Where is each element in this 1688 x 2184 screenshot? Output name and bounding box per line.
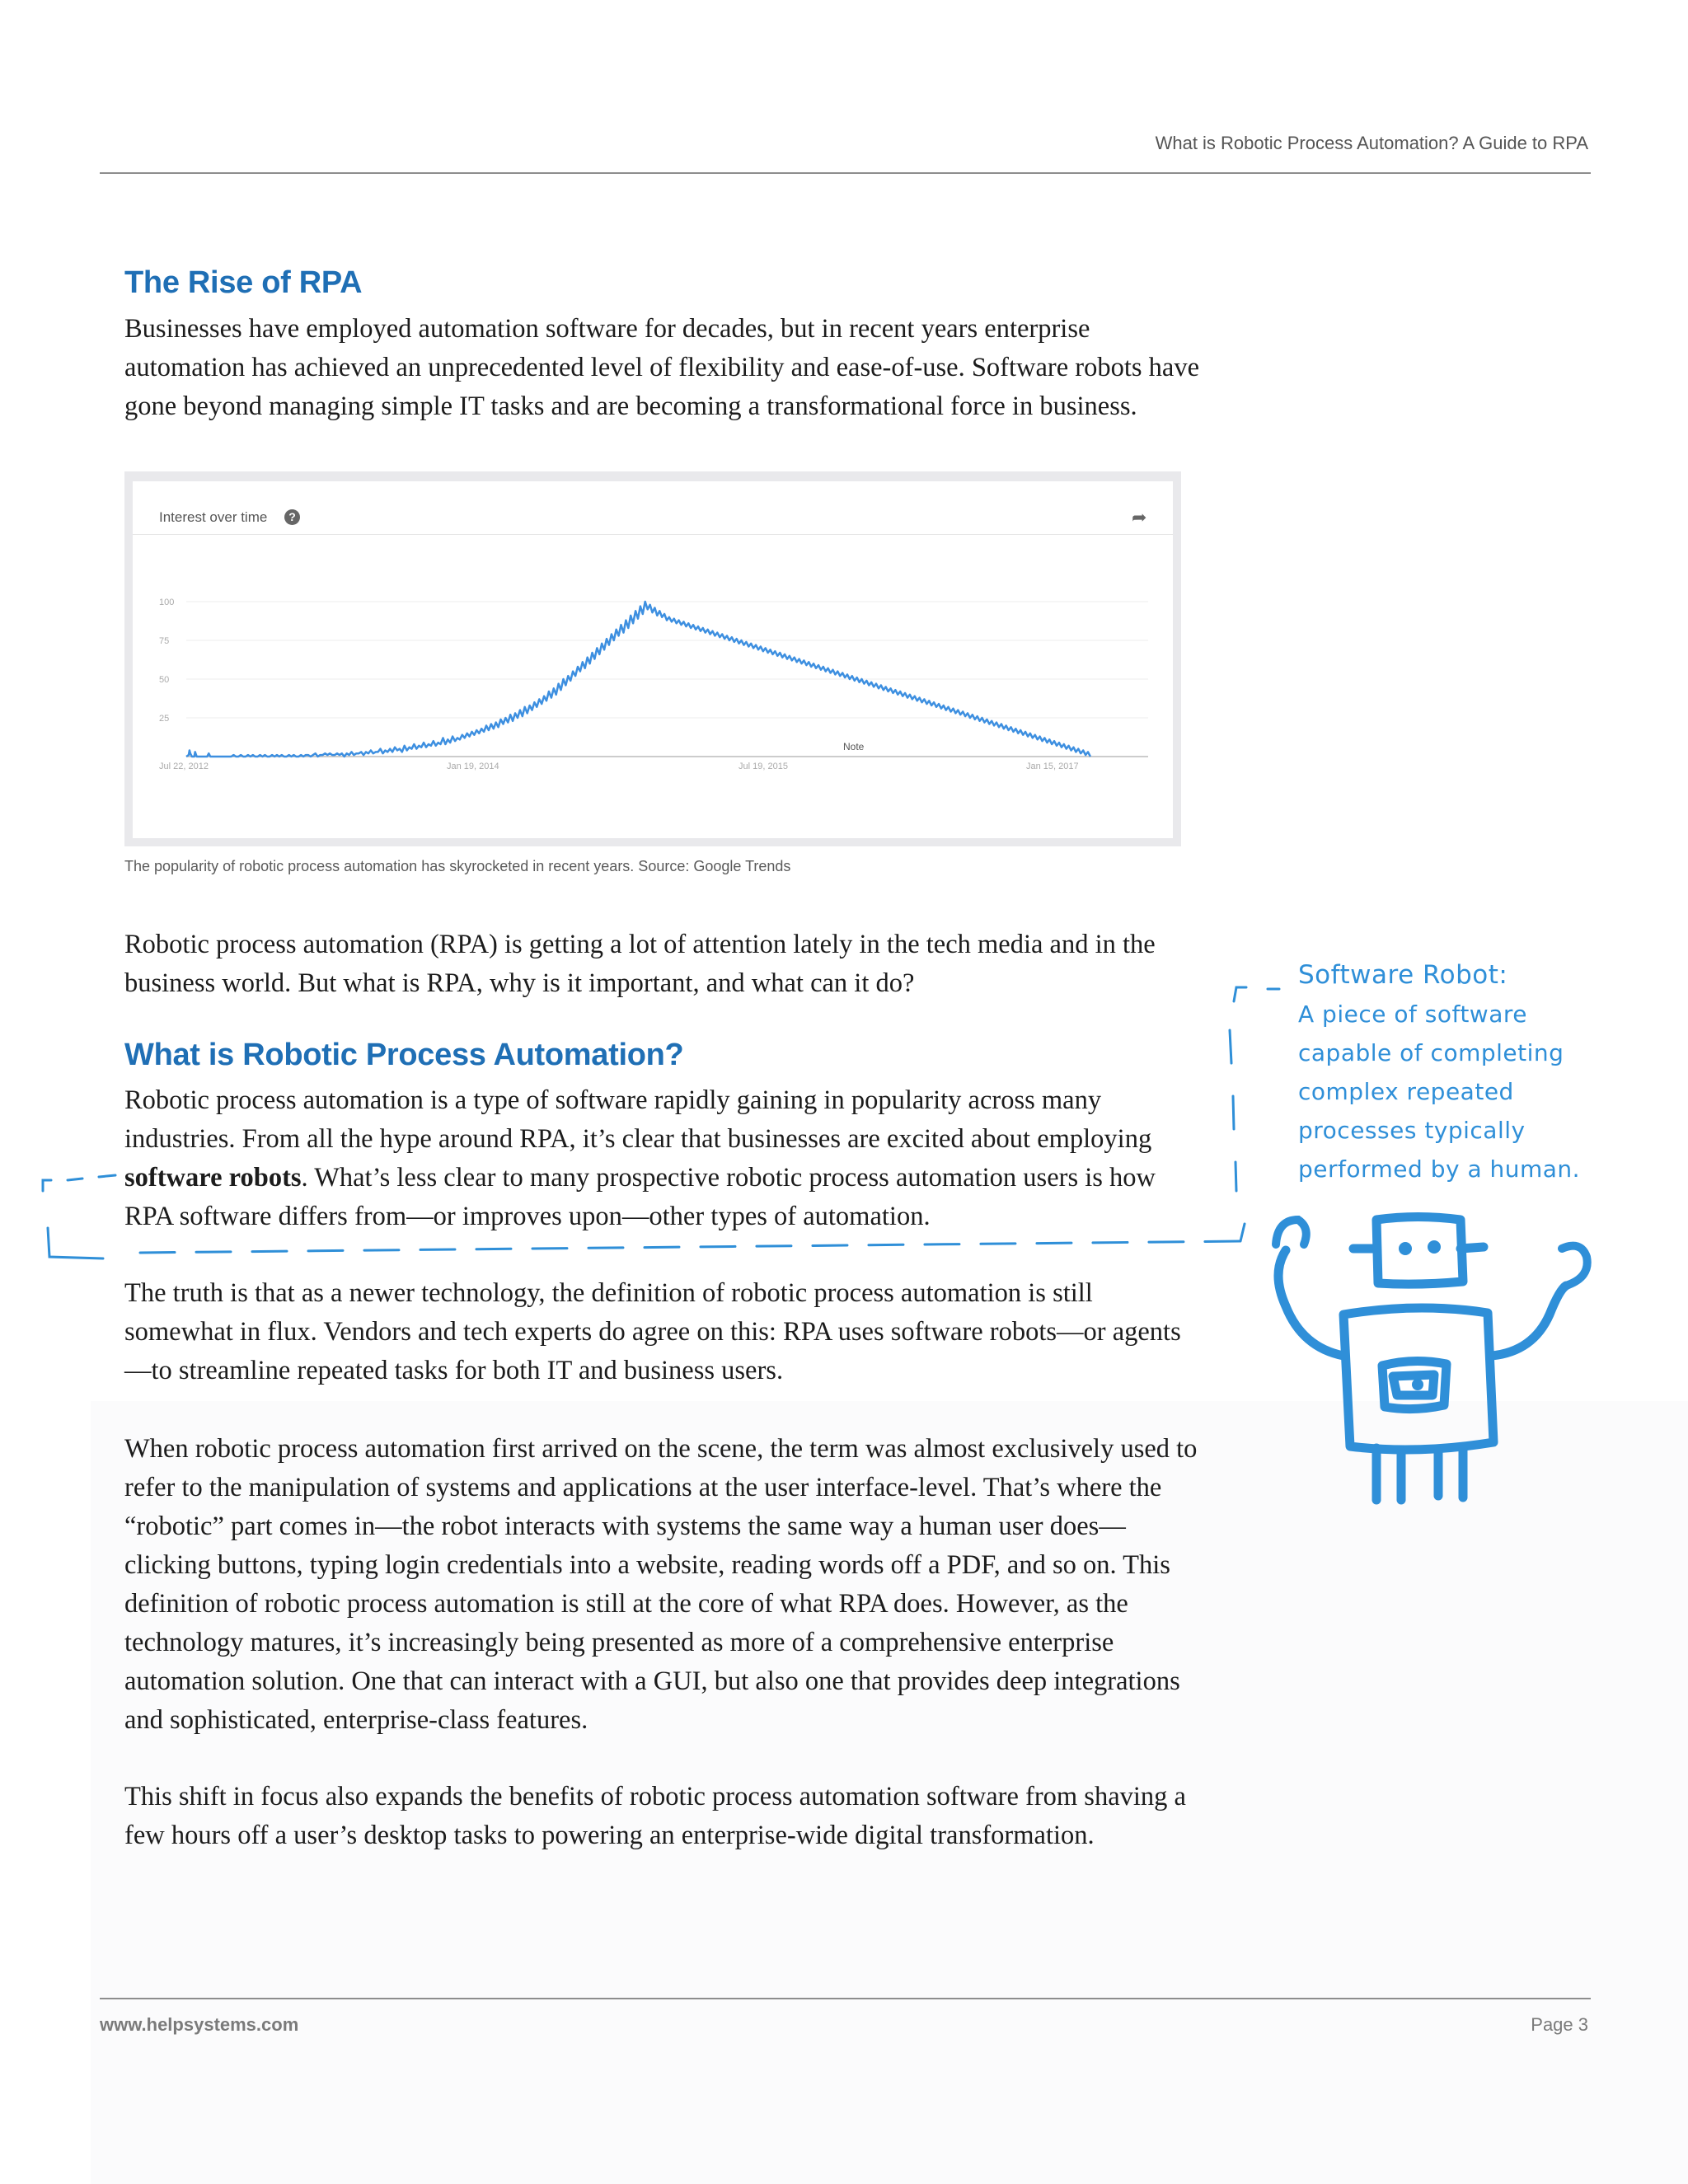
robot-icon [1253,1207,1599,1512]
intro-paragraph: Robotic process automation (RPA) is getting a lot of attention lately in the tech media and in the business world. But what is RPA, why is it important, and what can it do? [124,930,1156,998]
header-rule [100,172,1591,174]
y-tick-label: 25 [159,714,170,724]
section-heading-rise-of-rpa: The Rise of RPA [124,265,363,300]
x-tick-label: Jul 22, 2012 [159,762,209,771]
page-number: Page 3 [1531,2014,1588,2035]
definition-sidenote [1298,956,1628,1188]
sidenote-title: Software Robot: [1298,960,1508,990]
figure-caption: The popularity of robotic process automation has skyrocketed in recent years. Source: Google Trends [124,858,791,874]
chart-annotation: Note [843,741,865,752]
chart-title: Interest over time [159,509,268,525]
sidenote-definition: A piece of software capable of completing complex repeated processes typically performed by a human. [1298,1001,1581,1183]
section-paragraph: Businesses have employed automation software for decades, but in recent years enterprise automation has achieved an unprecedented level of flexibility and ease-of-use. Software robots have gone beyond managing simple IT tasks and are becoming a transformational force in business. [124,314,1200,421]
software-robots-term: software robots [124,1163,302,1193]
x-tick-label: Jan 19, 2014 [447,762,499,771]
paragraph-text: . What’s less clear to many prospective robotic process automation users is how RPA software differs from—or improves upon—other types of automation. [124,1163,1156,1231]
body-paragraph: This shift in focus also expands the benefits of robotic process automation software from shaving a few hours off a user’s desktop tasks to powering an enterprise-wide digital transformation. [124,1782,1186,1850]
trends-chart [124,471,1181,846]
footer-rule [100,1998,1591,1999]
paragraph-text: Robotic process automation is a type of software rapidly gaining in popularity across many industries. From all the hype around RPA, it’s clear that businesses are excited about employing [124,1085,1152,1154]
y-tick-label: 50 [159,675,170,685]
share-arrow-icon[interactable]: ➦ [1132,507,1147,527]
x-tick-label: Jul 19, 2015 [738,762,788,771]
help-circle-icon[interactable]: ? [284,509,300,525]
definition-paragraph [124,1081,1204,1236]
chart-plot [133,481,1173,838]
y-tick-label: 100 [159,598,175,607]
section-heading-what-is-rpa: What is Robotic Process Automation? [124,1038,684,1072]
running-header: What is Robotic Process Automation? A Guide to RPA [1155,133,1588,153]
y-tick-label: 75 [159,636,170,646]
x-tick-label: Jan 15, 2017 [1026,762,1079,771]
body-paragraph: When robotic process automation first arrived on the scene, the term was almost exclusively used to refer to the manipulation of systems and applications at the user interface-level. That’s where the “robotic” part comes in—the robot interacts with systems the same way a human user does—clicking buttons, typing login credentials into a website, reading words off a PDF, and so on. This definition of robotic process automation is still at the core of what RPA does. However, as the technology matures, it’s increasingly being presented as more of a comprehensive enterprise automation solution. One that can interact with a GUI, but also one that provides deep integrations and sophisticated, enterprise-class features. [124,1434,1198,1735]
body-paragraph: The truth is that as a newer technology, the definition of robotic process automation is still somewhat in flux. Vendors and tech experts do agree on this: RPA uses software robots—or agents—to streamline repeated tasks for both IT and business users. [124,1278,1181,1385]
footer-url[interactable]: www.helpsystems.com [100,2014,299,2035]
chart-card [133,481,1173,838]
